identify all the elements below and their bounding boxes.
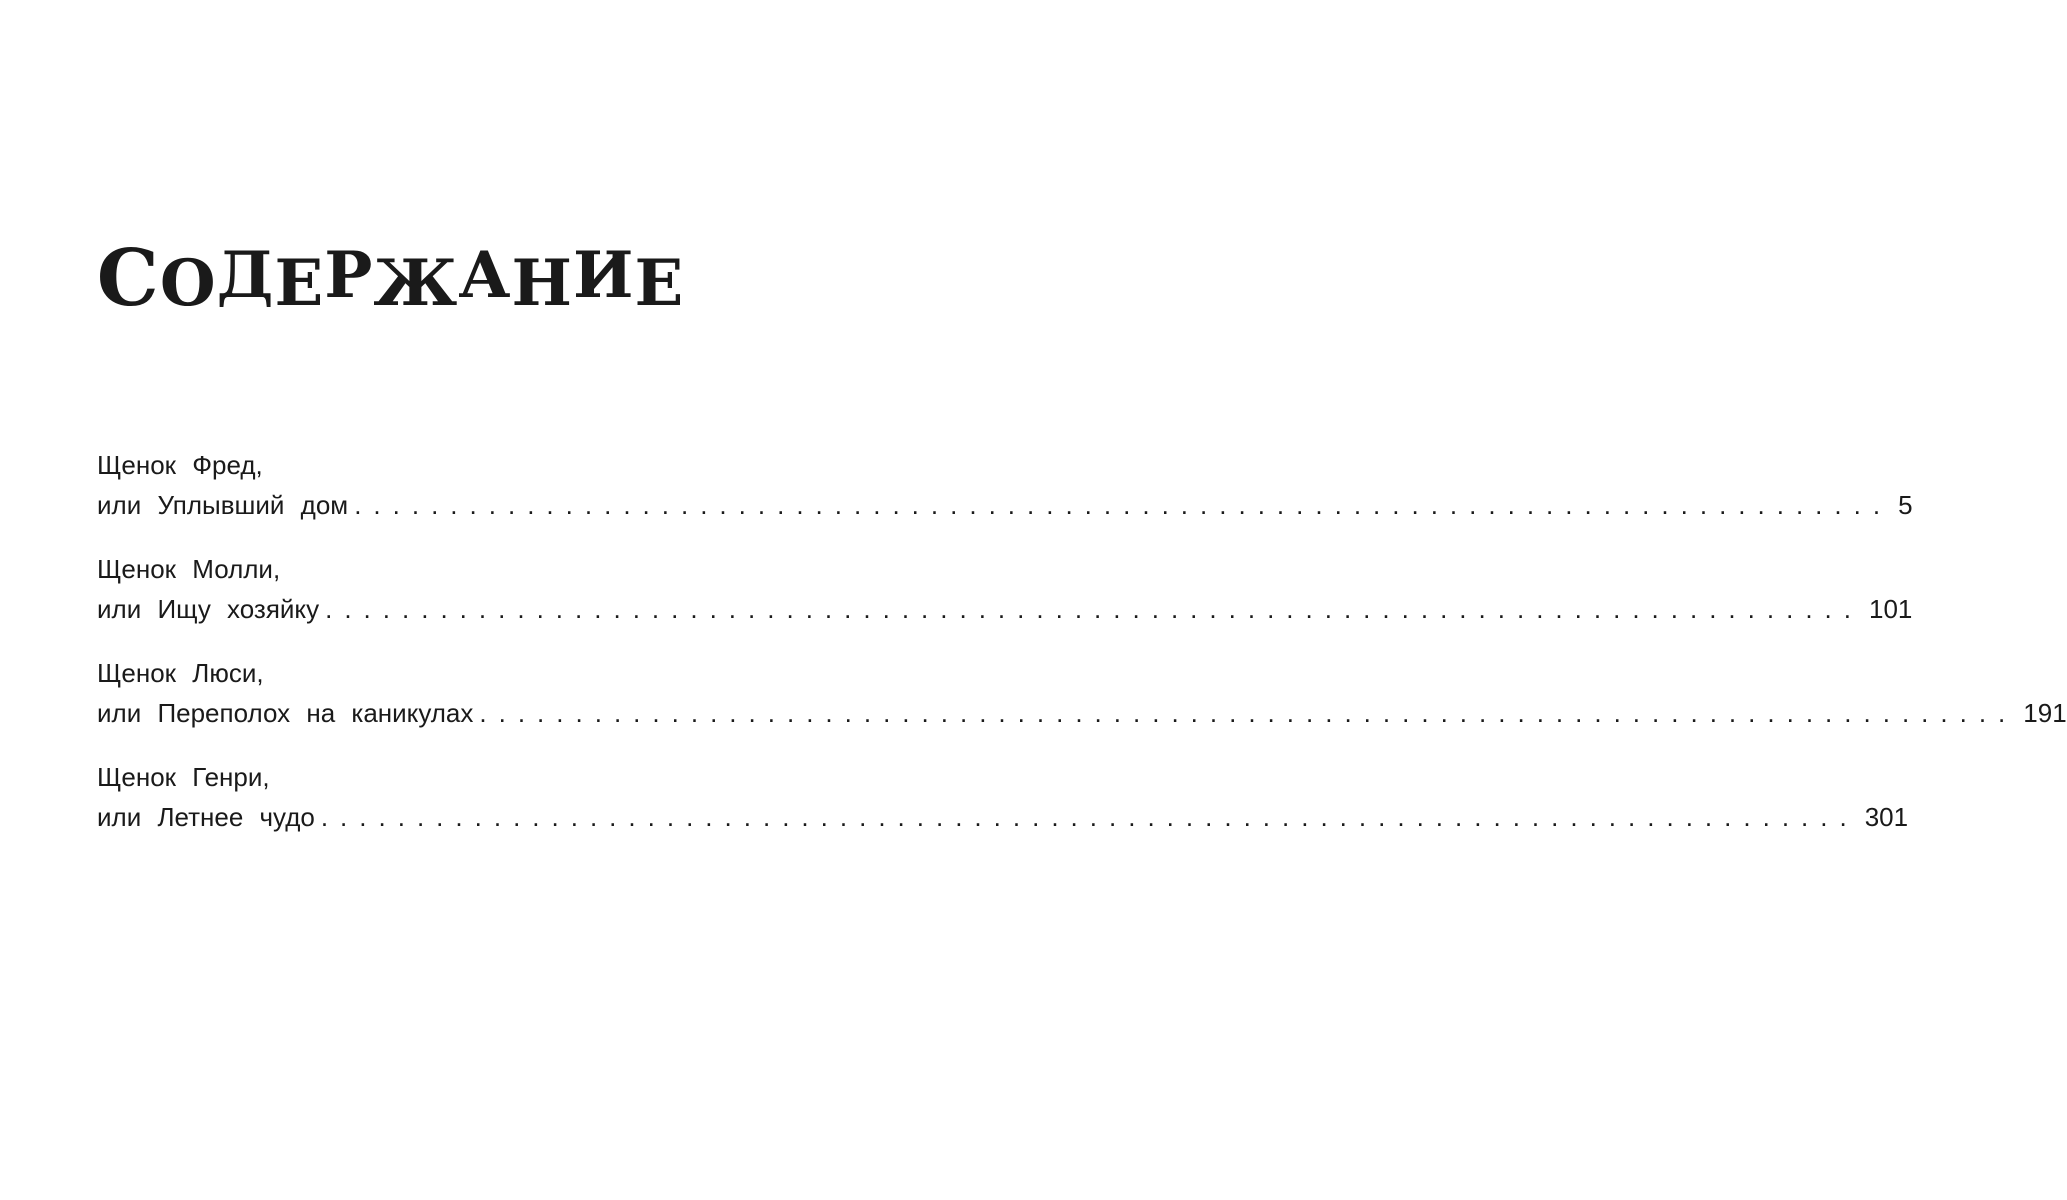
page-title: СОДЕРЖАНИЕ	[96, 233, 685, 324]
toc-entry-subtitle: или Ищу хозяйку	[97, 594, 320, 624]
toc-entry-title: Щенок Фред,	[97, 450, 263, 480]
toc-page-number: 191	[2023, 698, 2067, 728]
dot-leader: ................................................................................	[320, 802, 1859, 832]
toc-entry-title: Щенок Молли,	[97, 554, 281, 584]
dot-leader: ................................................................................	[479, 698, 2018, 728]
toc-page-number: 5	[1898, 490, 1913, 520]
toc-entry-2	[97, 549, 1913, 629]
dot-leader: ................................................................................	[354, 490, 1893, 520]
toc-entry-subtitle: или Летнее чудо	[97, 802, 315, 832]
toc-entry-4	[97, 757, 1909, 837]
dot-leader: ................................................................................	[325, 594, 1863, 624]
toc-entry-subtitle: или Переполох на каникулах	[97, 698, 474, 728]
table-of-contents	[97, 445, 2067, 861]
toc-entry-3	[97, 653, 2067, 733]
toc-entry-title: Щенок Генри,	[97, 762, 270, 792]
toc-entry-1	[97, 445, 1913, 525]
toc-entry-title: Щенок Люси,	[97, 658, 264, 688]
toc-page-number: 101	[1869, 594, 1913, 624]
toc-entry-subtitle: или Уплывший дом	[97, 490, 349, 520]
toc-page-number: 301	[1864, 802, 1909, 832]
